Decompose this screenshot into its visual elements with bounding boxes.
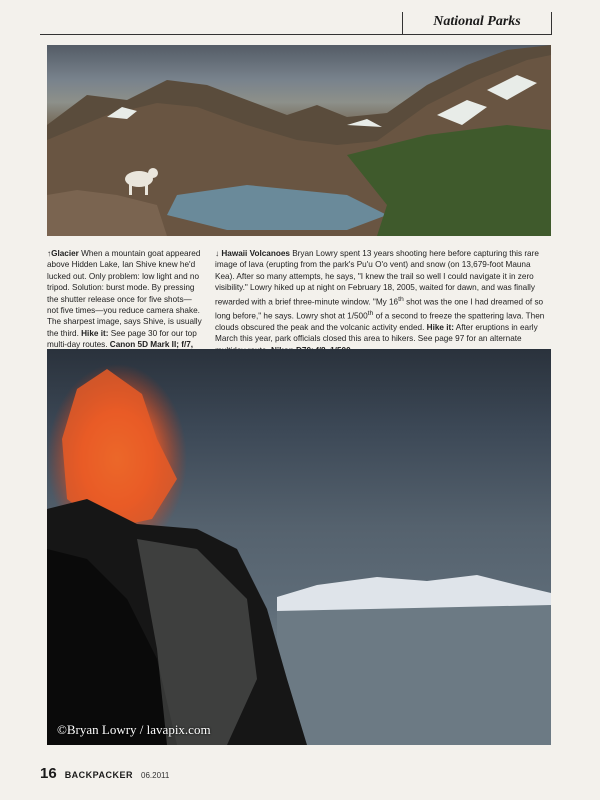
caption-glacier-body: When a mountain goat appeared above Hidden Lake, Ian Shive knew he'd lucked out. Only problem: low light and no tripod. Solution: burst mode. By pressing the shutter release once for five shots—not five times—you reduce camera shake. The sharpest image, says Shive, is usually the third. [47,249,202,338]
caption-volcano-body-3: of a second to freeze the spattering lava. Then clouds obscured the peak and the volcanic activity ended. [215,311,545,332]
caption-volcano-sup-2: th [367,309,374,317]
issue-date: 06.2011 [141,771,170,780]
caption-volcano-body-2: shot was the one I had dreamed of so long before," he says. Lowry shot at 1/500 [215,297,544,321]
caption-glacier [47,248,203,362]
section-title: National Parks [402,12,552,32]
arrow-down-icon: ↓ [215,249,220,258]
caption-glacier-title: Glacier [51,249,79,258]
caption-volcano-hike-text: After eruptions in early March this year, park officials closed this area to hikers. See page 97 for an alternate [215,322,538,344]
glacier-scene [47,45,551,236]
caption-glacier-camera: Canon 5D Mark II; f/7, [109,340,194,350]
arrow-up-icon: ↑ [47,249,52,258]
volcano-scene [47,349,551,745]
caption-glacier-hike-text: See page 30 for our top multi-day routes. [47,328,197,350]
caption-volcano-sup: th [398,295,404,303]
page-number: 16 [40,765,57,782]
caption-volcano-hike-label: Hike it: [426,322,454,332]
glacier-photo [47,45,551,236]
volcano-photo [47,349,551,745]
page-footer [40,765,169,785]
photo-credit: ©Bryan Lowry / lavapix.com [57,722,211,737]
caption-volcano-title: Hawaii Volcanoes [221,249,290,258]
caption-volcano-body-1: Bryan Lowry spent 13 years shooting here before capturing this rare image of lava (erupting from the park's Pu'u O'o vent) and snow (on 13,679-foot Mauna Kea). After so many attempts, he says, "I knew the trail so well I could navigate it in zero visibility." Lowry hiked up at night on February 18, 2005, waited for dawn, and was finally rewarded with a brief three-minute window. "My 16 [215,249,539,307]
section-header [40,12,552,35]
caption-volcano [215,248,551,356]
caption-glacier-hike-label: Hike it: [81,328,109,338]
caption-row [47,248,551,350]
magazine-name: BACKPACKER [64,770,134,780]
